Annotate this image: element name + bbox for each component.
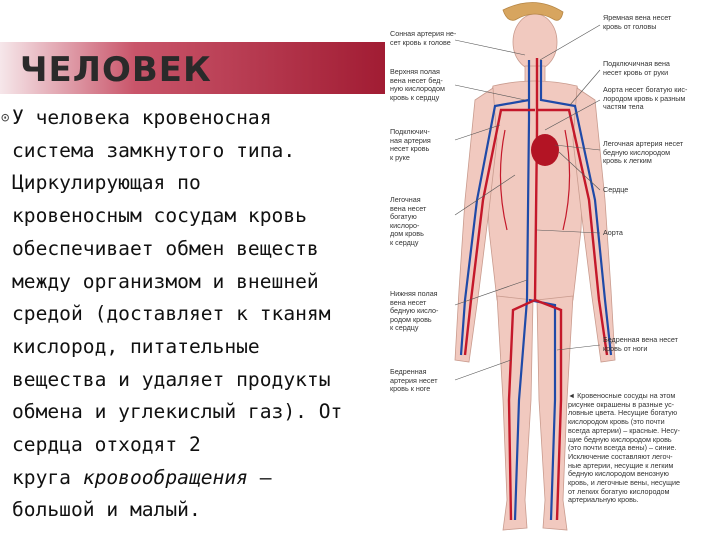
label-line: вена несет bbox=[390, 203, 427, 213]
label-heart bbox=[603, 186, 628, 195]
label-line: Легочная bbox=[390, 195, 421, 204]
label-line: богатую bbox=[390, 212, 417, 222]
text-line: обмена и углекислый газ). От bbox=[12, 400, 343, 424]
label-line: дом кровь bbox=[390, 229, 424, 239]
label-pulmonary-vein bbox=[390, 196, 426, 248]
body-text bbox=[1, 102, 384, 527]
text-line: средой (доставляет к тканям bbox=[12, 302, 331, 326]
line-prefix: круга bbox=[12, 465, 83, 489]
line-suffix: – bbox=[247, 465, 272, 489]
label-line: Бедренная bbox=[390, 367, 427, 376]
legend-line: от легких богатую кислородом bbox=[568, 486, 670, 496]
text-line: система замкнутого типа. bbox=[12, 138, 296, 162]
label-line: к сердцу bbox=[390, 323, 419, 333]
label-line: лородом кровь к разным bbox=[603, 93, 686, 103]
label-line: Легочная артерия несет bbox=[603, 139, 684, 148]
label-pulmonary-artery bbox=[603, 140, 683, 166]
label-line: кровь от головы bbox=[603, 21, 657, 31]
legend-line: Исключение составляют легоч- bbox=[568, 451, 673, 461]
label-aorta bbox=[603, 229, 623, 238]
label-line: Яремная вена несет bbox=[603, 13, 672, 22]
label-line: ную кислородом bbox=[390, 84, 445, 94]
legend-line: всегда артерии) – красные. Несу- bbox=[568, 425, 680, 435]
figure-legend bbox=[568, 392, 680, 505]
legend-line: щие бедную кислородом кровь bbox=[568, 434, 672, 444]
legend-line: рисунке окрашены в разные ус- bbox=[568, 399, 675, 409]
label-line: Аорта несет богатую кис- bbox=[603, 85, 688, 94]
bullet-icon: ⊙ bbox=[1, 110, 10, 126]
legend-line: ные артерии, несущие к легким bbox=[568, 460, 674, 470]
legend-line: (это почти всегда вены) – синие. bbox=[568, 443, 677, 453]
label-line: бедную кислородом bbox=[603, 147, 671, 157]
label-line: к руке bbox=[390, 152, 410, 162]
text-line: сердца отходят 2 bbox=[12, 433, 201, 457]
label-line: к сердцу bbox=[390, 237, 419, 247]
label-line: несет кровь bbox=[390, 144, 430, 154]
legend-line: бедную кислородом венозную bbox=[568, 469, 669, 479]
label-line: Верхняя полая bbox=[390, 67, 440, 76]
heart-icon bbox=[531, 134, 559, 166]
legend-line: артериальную кровь. bbox=[568, 495, 639, 505]
text-line: кислород, питательные bbox=[12, 334, 260, 358]
label-line: Подключич- bbox=[390, 127, 430, 136]
legend-line: кровь, и легочные вены, несущие bbox=[568, 478, 681, 488]
label-line: Нижняя полая bbox=[390, 289, 438, 298]
text-line bbox=[12, 462, 384, 495]
text-line: большой и малый. bbox=[12, 498, 201, 522]
label-femoral-artery bbox=[390, 368, 438, 394]
label-line: сет кровь к голове bbox=[390, 37, 451, 47]
label-line: кровь к легким bbox=[603, 156, 652, 166]
label-line: кислоро- bbox=[390, 220, 420, 230]
label-line: Сердце bbox=[603, 185, 629, 194]
slide-title: ЧЕЛОВЕК bbox=[20, 50, 212, 90]
label-line: Подключичная вена bbox=[603, 59, 670, 68]
label-line: родом кровь bbox=[390, 314, 432, 324]
label-line: артерия несет bbox=[390, 375, 438, 385]
text-line: кровеносным сосудам кровь bbox=[12, 204, 307, 228]
text-line: между организмом и внешней bbox=[12, 269, 319, 293]
label-femoral-vein bbox=[603, 336, 678, 353]
legend-line: ◄ Кровеносные сосуды на этом bbox=[568, 391, 676, 400]
label-line: кровь к сердцу bbox=[390, 92, 440, 102]
circulatory-figure bbox=[385, 0, 720, 540]
legend-line: кислородом кровь (это почти bbox=[568, 417, 665, 427]
label-line: Аорта bbox=[603, 228, 623, 237]
label-line: вена несет бед- bbox=[390, 75, 443, 85]
label-line: Сонная артерия не- bbox=[390, 29, 457, 38]
label-jugular-vein bbox=[603, 14, 671, 31]
label-line: несет кровь от руки bbox=[603, 67, 669, 77]
text-line: вещества и удаляет продукты bbox=[12, 367, 331, 391]
label-line: ная артерия bbox=[390, 135, 431, 145]
label-line: частям тела bbox=[603, 102, 644, 112]
label-line: вена несет bbox=[390, 297, 427, 307]
label-carotid-artery bbox=[390, 30, 456, 47]
text-line: У человека кровеносная bbox=[12, 106, 272, 129]
label-subclavian-vein bbox=[603, 60, 670, 77]
emphasis-term: кровообращения bbox=[82, 465, 248, 489]
text-line: Циркулирующая по bbox=[12, 171, 201, 195]
label-subclavian-artery bbox=[390, 128, 431, 162]
label-line: кровь к ноге bbox=[390, 384, 431, 394]
legend-line: ловные цвета. Несущие богатую bbox=[568, 408, 678, 418]
label-inferior-vena-cava bbox=[390, 290, 438, 333]
label-aorta-upper bbox=[603, 86, 687, 112]
label-line: бедную кисло- bbox=[390, 306, 439, 316]
text-line: обеспечивает обмен веществ bbox=[12, 236, 319, 260]
label-line: кровь от ноги bbox=[603, 343, 648, 353]
label-line: Бедренная вена несет bbox=[603, 335, 678, 344]
label-superior-vena-cava bbox=[390, 68, 445, 102]
